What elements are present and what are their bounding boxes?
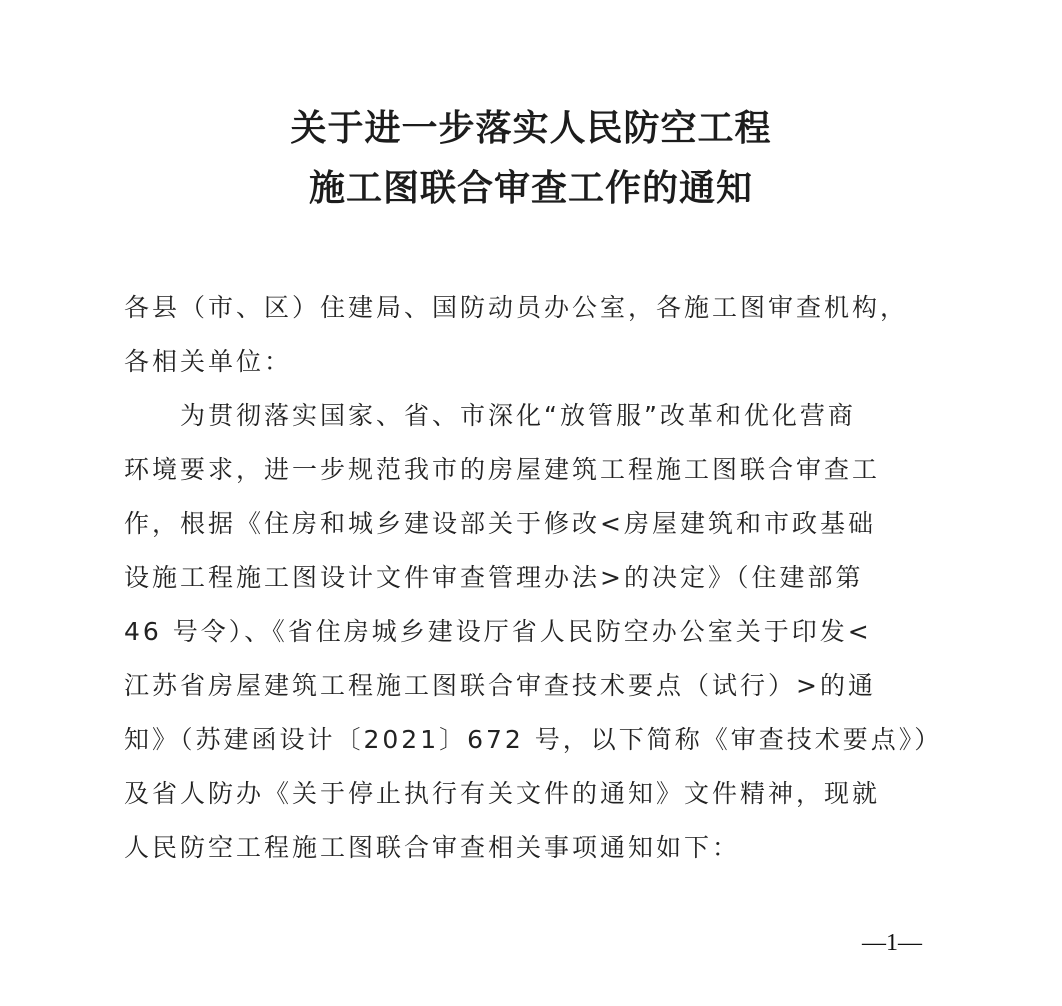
body-line-1: 为贯彻落实国家、省、市深化“放管服”改革和优化营商: [180, 401, 856, 430]
body-line-3: 作，根据《住房和城乡建设部关于修改<房屋建筑和市政基础: [124, 509, 876, 538]
salutation-line-2: 各相关单位：: [124, 347, 293, 376]
body-line-7: 知》（苏建函设计〔2021〕672 号，以下简称《审查技术要点》）: [124, 725, 943, 754]
body-line-9: 人民防空工程施工图联合审查相关事项通知如下：: [124, 833, 741, 862]
document-title-line-2: 施工图联合审查工作的通知: [308, 167, 753, 209]
document-title-line-1: 关于进一步落实人民防空工程: [290, 107, 772, 149]
body-line-4: 设施工程施工图设计文件审查管理办法>的决定》（住建部第: [124, 563, 864, 592]
body-line-2: 环境要求，进一步规范我市的房屋建筑工程施工图联合审查工: [124, 455, 881, 484]
body-line-5: 46 号令）、《省住房城乡建设厅省人民防空办公室关于印发<: [124, 617, 872, 646]
page-number: —1—: [862, 930, 922, 956]
body-line-6: 江苏省房屋建筑工程施工图联合审查技术要点（试行）>的通: [124, 671, 876, 700]
salutation-line-1: 各县（市、区）住建局、国防动员办公室，各施工图审查机构，: [124, 293, 909, 322]
body-line-8: 及省人防办《关于停止执行有关文件的通知》文件精神，现就: [124, 779, 881, 808]
